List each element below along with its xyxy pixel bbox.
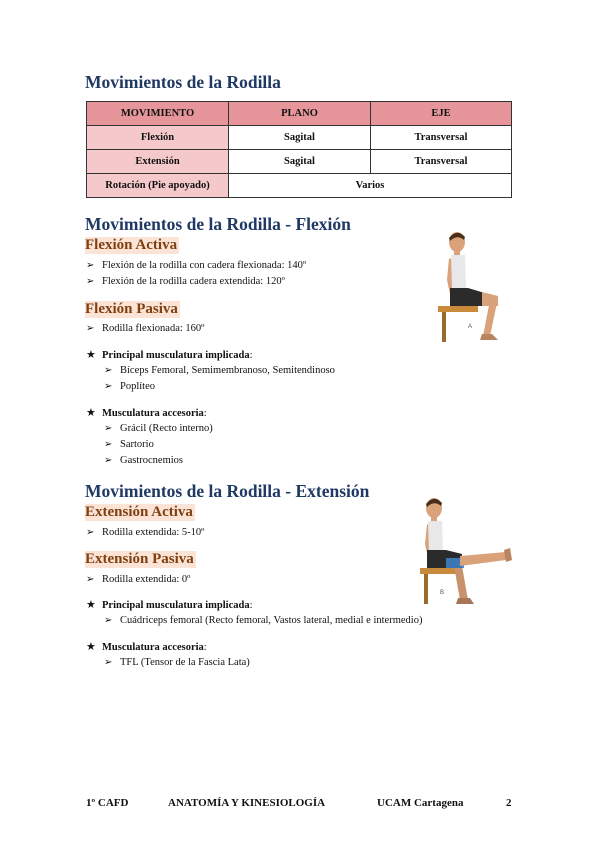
table-header-cell: MOVIMIENTO	[87, 102, 229, 126]
list-item-text: Rodilla flexionada: 160º	[102, 323, 205, 334]
table-header-row	[87, 102, 512, 126]
page-number: 2	[506, 797, 512, 809]
table-cell-movement: Flexión	[87, 126, 229, 150]
list-item: ★ Musculatura accesoria:	[86, 641, 207, 653]
list-item	[104, 614, 422, 628]
table-header-cell: PLANO	[229, 102, 371, 126]
table-cell-movement: Rotación (Pie apoyado)	[87, 174, 229, 198]
list-item	[86, 573, 190, 587]
table-cell-plane: Sagital	[229, 126, 371, 150]
arrow-bullet-icon: ➢	[104, 657, 113, 668]
arrow-bullet-icon: ➢	[86, 260, 95, 271]
footer-course: 1º CAFD	[86, 797, 129, 809]
list-item-text: Sartorio	[120, 439, 154, 450]
table-header-cell: EJE	[371, 102, 512, 126]
list-item	[86, 322, 204, 336]
main-muscles-label: Principal musculatura implicada	[102, 350, 250, 361]
arrow-bullet-icon: ➢	[86, 323, 95, 334]
list-item-text: Flexión de la rodilla cadera extendida: 120º	[102, 276, 285, 287]
list-item: ★ Musculatura accesoria:	[86, 407, 207, 419]
arrow-bullet-icon: ➢	[104, 365, 113, 376]
list-item	[86, 526, 204, 540]
table-cell-axis: Transversal	[371, 150, 512, 174]
figure-caption: A	[468, 324, 473, 330]
arrow-bullet-icon: ➢	[104, 455, 113, 466]
extension-section-title: Movimientos de la Rodilla - Extensión	[85, 481, 370, 501]
page-title: Movimientos de la Rodilla	[85, 72, 281, 92]
list-item-text: Cuádriceps femoral (Recto femoral, Vastos lateral, medial e intermedio)	[120, 615, 423, 626]
star-bullet-icon: ★	[86, 641, 96, 653]
list-item: ★ Principal musculatura implicada:	[86, 599, 253, 611]
table-cell-plane: Sagital	[229, 150, 371, 174]
list-item	[86, 259, 306, 273]
flexion-section-title: Movimientos de la Rodilla - Flexión	[85, 214, 351, 234]
list-item-text: Gastrocnemios	[120, 455, 183, 466]
flexion-passive-title: Flexión Pasiva	[85, 301, 178, 317]
figure-caption: B	[440, 590, 445, 596]
list-item-text: Bíceps Femoral, Semimembranoso, Semitendinoso	[120, 365, 335, 376]
knee-extension-figure	[416, 496, 516, 608]
arrow-bullet-icon: ➢	[86, 574, 95, 585]
flexion-active-title: Flexión Activa	[85, 237, 178, 253]
list-item-text: Poplíteo	[120, 381, 156, 392]
footer-university: UCAM Cartagena	[377, 797, 464, 809]
arrow-bullet-icon: ➢	[104, 423, 113, 434]
star-bullet-icon: ★	[86, 407, 96, 419]
list-item-text: Rodilla extendida: 0º	[102, 574, 191, 585]
table-cell-axis: Transversal	[371, 126, 512, 150]
list-item	[86, 275, 285, 289]
list-item	[104, 422, 213, 436]
list-item: ★ Principal musculatura implicada:	[86, 349, 253, 361]
main-muscles-label: Principal musculatura implicada	[102, 600, 250, 611]
list-item-text: Rodilla extendida: 5-10º	[102, 527, 205, 538]
arrow-bullet-icon: ➢	[86, 527, 95, 538]
star-bullet-icon: ★	[86, 349, 96, 361]
list-item	[104, 380, 155, 394]
list-item	[104, 438, 154, 452]
star-bullet-icon: ★	[86, 599, 96, 611]
table-cell-movement: Extensión	[87, 150, 229, 174]
arrow-bullet-icon: ➢	[104, 615, 113, 626]
accessory-muscles-label: Musculatura accesoria	[102, 642, 204, 653]
list-item	[104, 454, 183, 468]
list-item	[104, 364, 335, 378]
table-row	[87, 126, 512, 150]
knee-flexion-figure	[432, 228, 512, 346]
table-row	[87, 150, 512, 174]
extension-passive-title: Extensión Pasiva	[85, 551, 194, 567]
list-item-text: Grácil (Recto interno)	[120, 423, 213, 434]
list-item	[104, 656, 250, 670]
arrow-bullet-icon: ➢	[104, 381, 113, 392]
list-item-text: Flexión de la rodilla con cadera flexionada: 140º	[102, 260, 307, 271]
movements-table	[86, 101, 512, 198]
accessory-muscles-label: Musculatura accesoria	[102, 408, 204, 419]
footer-subject: ANATOMÍA Y KINESIOLOGÍA	[168, 797, 326, 809]
table-cell-plane-axis: Varios	[229, 174, 512, 198]
arrow-bullet-icon: ➢	[86, 276, 95, 287]
arrow-bullet-icon: ➢	[104, 439, 113, 450]
table-row	[87, 174, 512, 198]
extension-active-title: Extensión Activa	[85, 504, 193, 520]
list-item-text: TFL (Tensor de la Fascia Lata)	[120, 657, 250, 668]
